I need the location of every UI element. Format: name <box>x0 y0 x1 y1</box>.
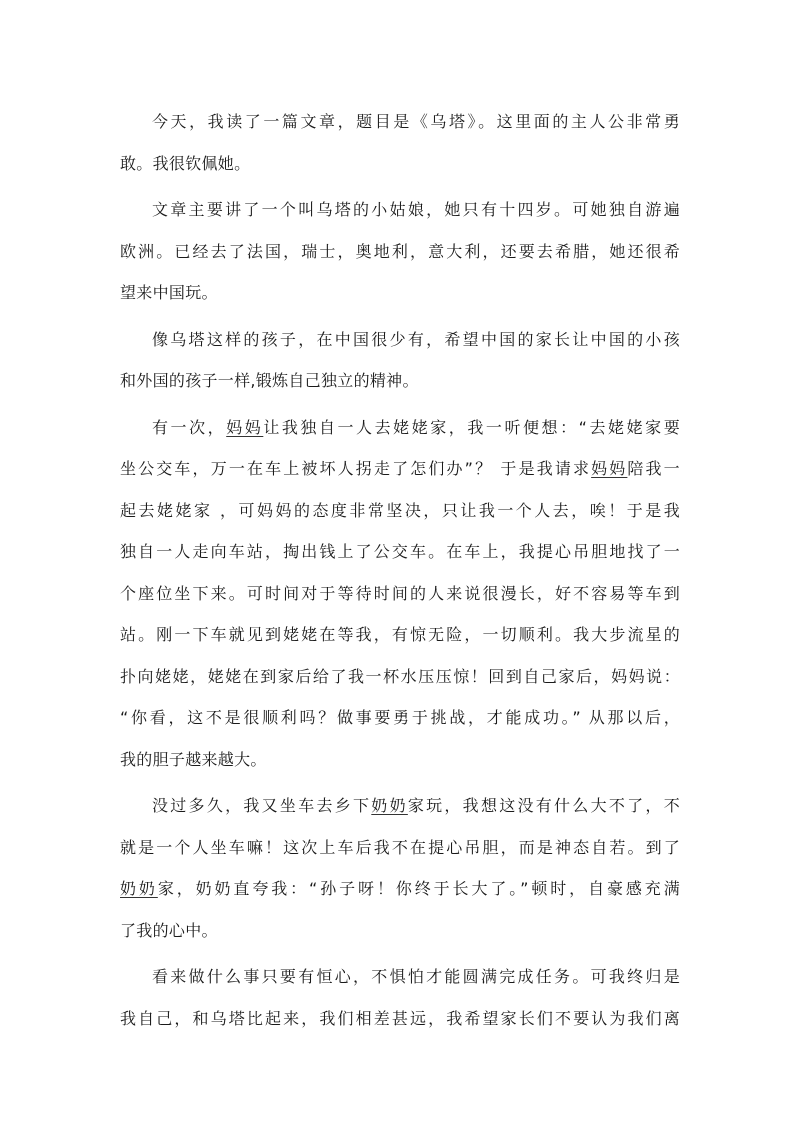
text-run: 就是一个人坐车嘛！这次上车后我不在提心吊胆，而是神态自若。到了 <box>120 837 680 857</box>
text-run: 今天，我读了一篇文章，题目是《乌塔》。这里面的主人公非常勇 <box>152 112 680 131</box>
document-body <box>120 101 680 1039</box>
underlined-word: 奶奶 <box>120 879 158 898</box>
text-line <box>120 827 680 869</box>
text-line <box>120 910 680 952</box>
underlined-word: 妈妈 <box>226 417 264 437</box>
text-run: 独自一人走向车站，掏出钱上了公交车。在车上，我提心吊胆地找了一 <box>120 542 680 561</box>
text-run: 站。刚一下车就见到姥姥在等我，有惊无险，一切顺利。我大步流星的 <box>120 625 680 644</box>
text-line <box>120 231 680 273</box>
text-run: 没过多久，我又坐车去乡下 <box>152 796 372 815</box>
text-run: “你看，这不是很顺利吗？做事要勇于挑战，才能成功。” 从那以后， <box>120 708 680 727</box>
text-line <box>120 189 680 231</box>
text-line <box>120 101 680 143</box>
text-run: 像乌塔这样的孩子，在中国很少有，希望中国的家长让中国的小孩 <box>152 329 680 349</box>
text-run: 看来做什么事只要有恒心，不惧怕才能圆满完成任务。可我终归是 <box>152 967 680 986</box>
text-run: 和外国的孩子一样,锻炼自己独立的精神。 <box>120 371 419 390</box>
text-run: 了我的心中。 <box>120 920 218 940</box>
text-run: 扑向姥姥，姥姥在到家后给了我一杯水压压惊！回到自己家后，妈妈说： <box>120 666 680 686</box>
text-line <box>120 697 680 739</box>
text-run: 望来中国玩。 <box>120 283 218 302</box>
underlined-word: 妈妈 <box>591 459 628 478</box>
text-run: 起去姥姥家 ，可妈妈的态度非常坚决，只让我一个人去，唉！于是我 <box>120 500 680 520</box>
text-run: 陪我一 <box>627 459 680 478</box>
text-run: 家玩，我想这没有什么大不了，不 <box>407 796 680 815</box>
text-line <box>120 998 680 1040</box>
text-line <box>120 656 680 698</box>
paragraph-1 <box>120 101 680 184</box>
text-line <box>120 531 680 573</box>
text-line <box>120 490 680 532</box>
paragraph-2 <box>120 189 680 314</box>
text-line <box>120 573 680 615</box>
text-line <box>120 272 680 314</box>
paragraph-6 <box>120 956 680 1039</box>
text-line <box>120 956 680 998</box>
text-line <box>120 448 680 490</box>
text-line <box>120 868 680 910</box>
paragraph-3 <box>120 319 680 402</box>
text-line <box>120 785 680 827</box>
text-line <box>120 360 680 402</box>
text-run: 让我独自一人去姥姥家，我一听便想：“去姥姥家要 <box>263 417 680 437</box>
underlined-word: 奶奶 <box>371 796 408 815</box>
text-run: 坐公交车，万一在车上被坏人拐走了怎们办”？ 于是我请求 <box>120 459 592 478</box>
text-run: 家，奶奶直夸我：“孙子呀！你终于长大了。”顿时，自豪感充满 <box>157 879 680 898</box>
paragraph-4 <box>120 407 680 781</box>
text-run: 我的胆子越来越大。 <box>120 749 267 769</box>
text-line <box>120 739 680 781</box>
text-run: 敢。我很钦佩她。 <box>120 153 251 173</box>
text-run: 欧洲。已经去了法国，瑞士，奥地利，意大利，还要去希腊，她还很希 <box>120 241 680 261</box>
paragraph-5 <box>120 785 680 951</box>
text-line <box>120 143 680 185</box>
text-run: 我自己，和乌塔比起来，我们相差甚远，我希望家长们不要认为我们离 <box>120 1008 680 1028</box>
text-line <box>120 319 680 361</box>
text-run: 文章主要讲了一个叫乌塔的小姑娘，她只有十四岁。可她独自游遍 <box>152 200 680 219</box>
text-run: 个座位坐下来。可时间对于等待时间的人来说很漫长，好不容易等车到 <box>120 583 680 603</box>
text-run: 有一次， <box>152 417 227 437</box>
text-line <box>120 407 680 449</box>
text-line <box>120 614 680 656</box>
